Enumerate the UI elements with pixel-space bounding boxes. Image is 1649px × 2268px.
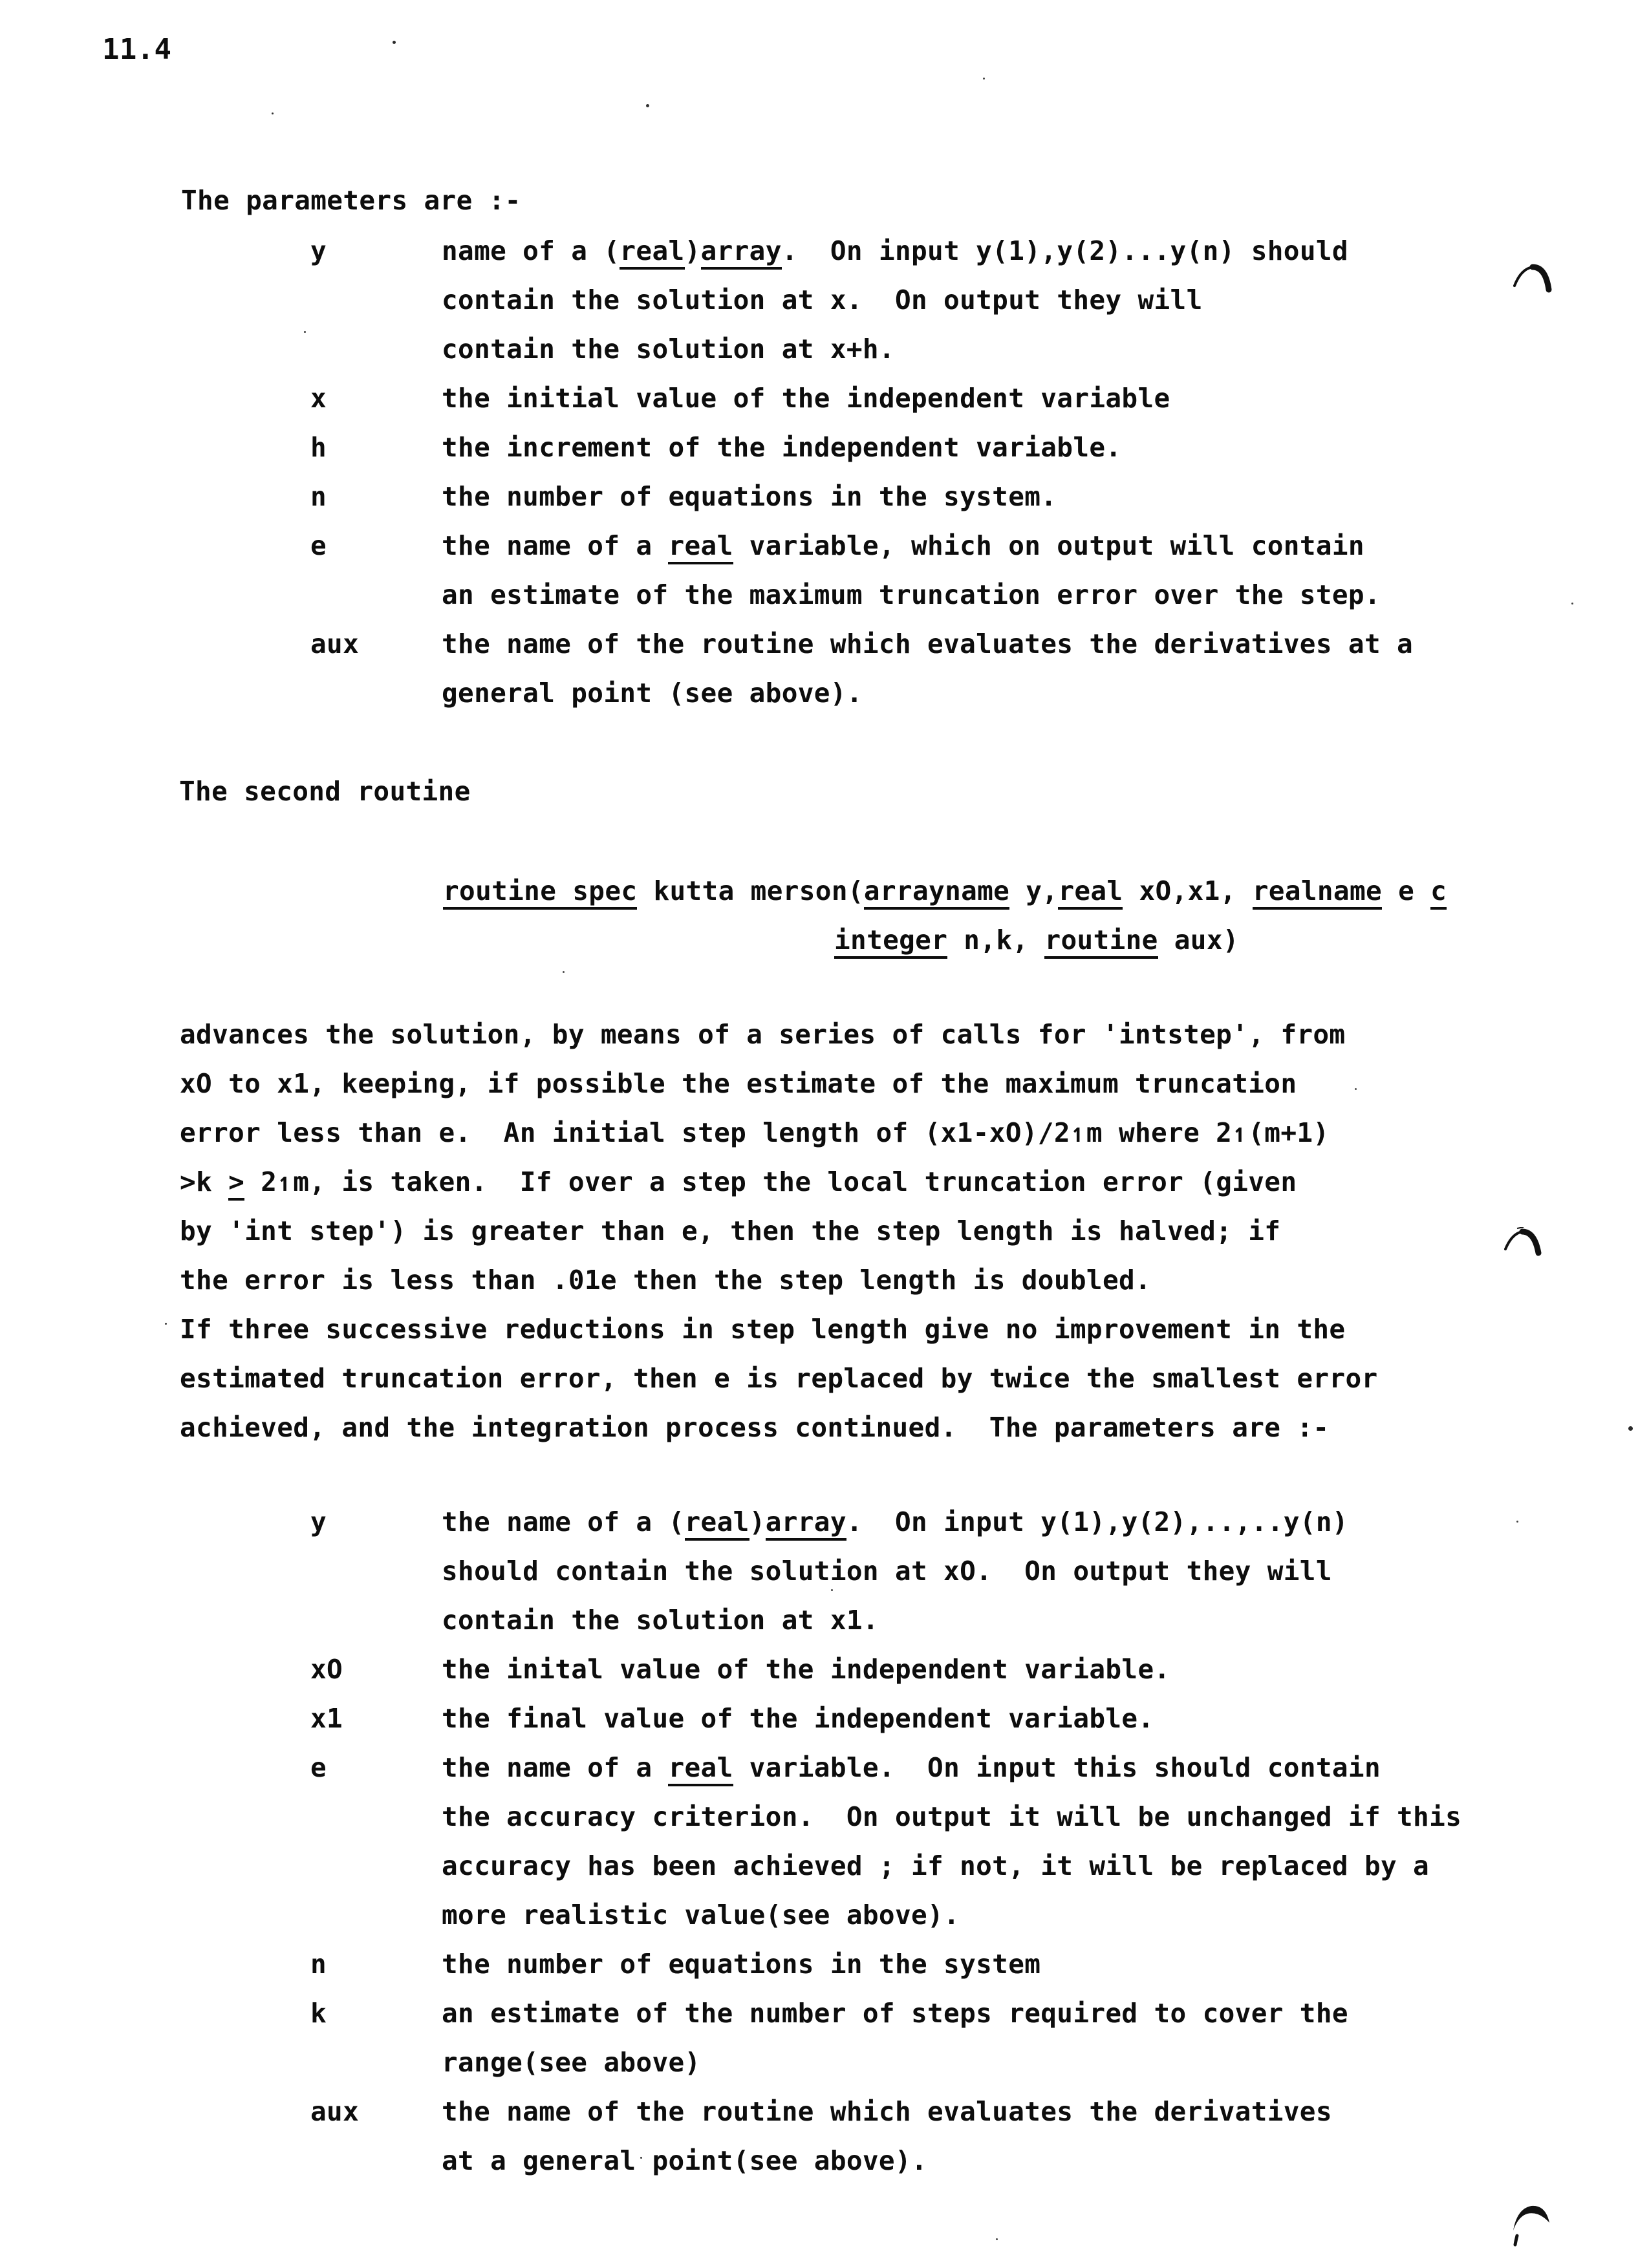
parameter-description: at a general point(see above). — [442, 2145, 928, 2176]
parameter-list-2 — [310, 1497, 1578, 2185]
parameter-desc-line — [310, 1792, 1578, 1841]
parameter-list-1 — [310, 226, 1578, 718]
underlined-keyword: real — [620, 235, 684, 270]
parameter-row — [310, 2087, 1578, 2136]
underlined-keyword: routine — [1044, 925, 1158, 959]
pen-curl-mark-top-right — [1513, 262, 1555, 301]
parameter-row — [310, 1694, 1578, 1743]
second-routine-heading: The second routine — [179, 776, 471, 807]
parameter-description: name of a (real)array. On input y(1),y(2)...y(n) should — [442, 235, 1348, 270]
paragraph-line: estimated truncation error, then e is replaced by twice the smallest error — [180, 1363, 1378, 1394]
parameter-label: e — [310, 530, 327, 561]
parameter-label: x1 — [310, 1703, 343, 1734]
parameter-label: x — [310, 383, 327, 414]
parameter-row — [310, 619, 1578, 669]
underlined-keyword: real — [668, 1752, 733, 1786]
parameter-description: the inital value of the independent variable. — [442, 1654, 1170, 1685]
parameter-row — [310, 1645, 1578, 1694]
parameter-description: the number of equations in the system. — [442, 481, 1057, 512]
paragraph-line: the error is less than .01e then the step length is doubled. — [180, 1265, 1152, 1296]
ink-specks — [0, 0, 2, 2]
parameter-description: general point (see above). — [442, 678, 863, 709]
parameter-row — [310, 1989, 1578, 2038]
underlined-keyword: array — [766, 1506, 846, 1541]
parameter-row — [310, 1497, 1578, 1546]
parameter-description: contain the solution at x+h. — [442, 334, 895, 365]
parameter-label: y — [310, 1506, 327, 1537]
parameter-row — [310, 1940, 1578, 1989]
parameter-desc-line — [310, 1841, 1578, 1890]
paragraph-line: If three successive reductions in step length give no improvement in the — [180, 1314, 1346, 1345]
parameter-description: the name of the routine which evaluates the derivatives — [442, 2096, 1332, 2127]
description-paragraph — [180, 1010, 1505, 1452]
parameter-row — [310, 226, 1578, 275]
pen-curl-mark-bottom-right — [1509, 2203, 1555, 2249]
underlined-keyword: real — [668, 530, 733, 564]
parameter-label: k — [310, 1998, 327, 2029]
paragraph-line: advances the solution, by means of a series of calls for 'intstep', from — [180, 1019, 1346, 1050]
underlined-keyword: real — [1058, 875, 1123, 910]
parameter-desc-line — [310, 2038, 1578, 2087]
parameter-row — [310, 472, 1578, 521]
parameter-row — [310, 374, 1578, 423]
parameter-row — [310, 423, 1578, 472]
parameter-label: e — [310, 1752, 327, 1783]
paragraph-line: by 'int step') is greater than e, then the step length is halved; if — [180, 1215, 1281, 1246]
routine-spec-line-1: routine spec kutta merson(arrayname y,real xO,x1, realname e c — [443, 866, 1447, 915]
parameter-desc-line — [310, 1546, 1578, 1596]
parameter-desc-line — [310, 325, 1578, 374]
underlined-keyword: arrayname — [864, 875, 1009, 910]
parameter-description: the initial value of the independent variable — [442, 383, 1170, 414]
parameter-desc-line — [310, 570, 1578, 619]
parameter-desc-line — [310, 1890, 1578, 1940]
parameter-description: the accuracy criterion. On output it will be unchanged if this — [442, 1801, 1462, 1832]
parameter-description: accuracy has been achieved ; if not, it will be replaced by a — [442, 1850, 1430, 1881]
pen-curl-mark-middle-right — [1504, 1227, 1544, 1265]
parameter-row — [310, 521, 1578, 570]
intro-line: The parameters are :- — [181, 185, 521, 216]
parameter-description: the name of a real variable. On input this should contain — [442, 1752, 1381, 1786]
underlined-keyword: realname — [1253, 875, 1382, 910]
parameter-label: aux — [310, 2096, 360, 2127]
parameter-desc-line — [310, 1596, 1578, 1645]
parameter-description: an estimate of the maximum truncation error over the step. — [442, 579, 1381, 610]
page-number: 11.4 — [102, 33, 172, 66]
parameter-description: the number of equations in the system — [442, 1949, 1041, 1980]
underlined-keyword: array — [701, 235, 782, 270]
underlined-keyword: > — [228, 1166, 244, 1201]
paragraph-line: error less than e. An initial step length of (x1-xO)/2↿m where 2↿(m+1) — [180, 1117, 1330, 1148]
paragraph-line: xO to x1, keeping, if possible the estimate of the maximum truncation — [180, 1068, 1297, 1099]
paragraph-line: achieved, and the integration process continued. The parameters are :- — [180, 1412, 1330, 1443]
parameter-description: range(see above) — [442, 2047, 701, 2078]
parameter-row — [310, 1743, 1578, 1792]
underlined-keyword: c — [1430, 875, 1447, 910]
parameter-description: the name of a (real)array. On input y(1),y(2),..,..y(n) — [442, 1506, 1348, 1541]
parameter-desc-line — [310, 669, 1578, 718]
underlined-keyword: real — [685, 1506, 749, 1541]
parameter-description: the final value of the independent variable. — [442, 1703, 1154, 1734]
parameter-description: contain the solution at x. On output they will — [442, 284, 1203, 316]
parameter-description: contain the solution at x1. — [442, 1605, 879, 1636]
parameter-label: y — [310, 235, 327, 266]
paragraph-line: >k > 2↿m, is taken. If over a step the local truncation error (given — [180, 1157, 1505, 1206]
parameter-description: the name of the routine which evaluates the derivatives at a — [442, 628, 1414, 659]
parameter-label: aux — [310, 628, 360, 659]
parameter-desc-line — [310, 275, 1578, 325]
parameter-description: an estimate of the number of steps required to cover the — [442, 1998, 1348, 2029]
underlined-keyword: integer — [834, 925, 947, 959]
parameter-description: the name of a real variable, which on output will contain — [442, 530, 1364, 564]
parameter-description: should contain the solution at xO. On output they will — [442, 1556, 1332, 1587]
routine-spec-line-2: integer n,k, routine aux) — [834, 915, 1239, 965]
parameter-description: more realistic value(see above). — [442, 1899, 960, 1931]
parameter-label: n — [310, 481, 327, 512]
underlined-keyword: routine spec — [443, 875, 637, 910]
parameter-description: the increment of the independent variable. — [442, 432, 1122, 463]
parameter-label: xO — [310, 1654, 343, 1685]
parameter-desc-line — [310, 2136, 1578, 2185]
parameter-label: n — [310, 1949, 327, 1980]
parameter-label: h — [310, 432, 327, 463]
